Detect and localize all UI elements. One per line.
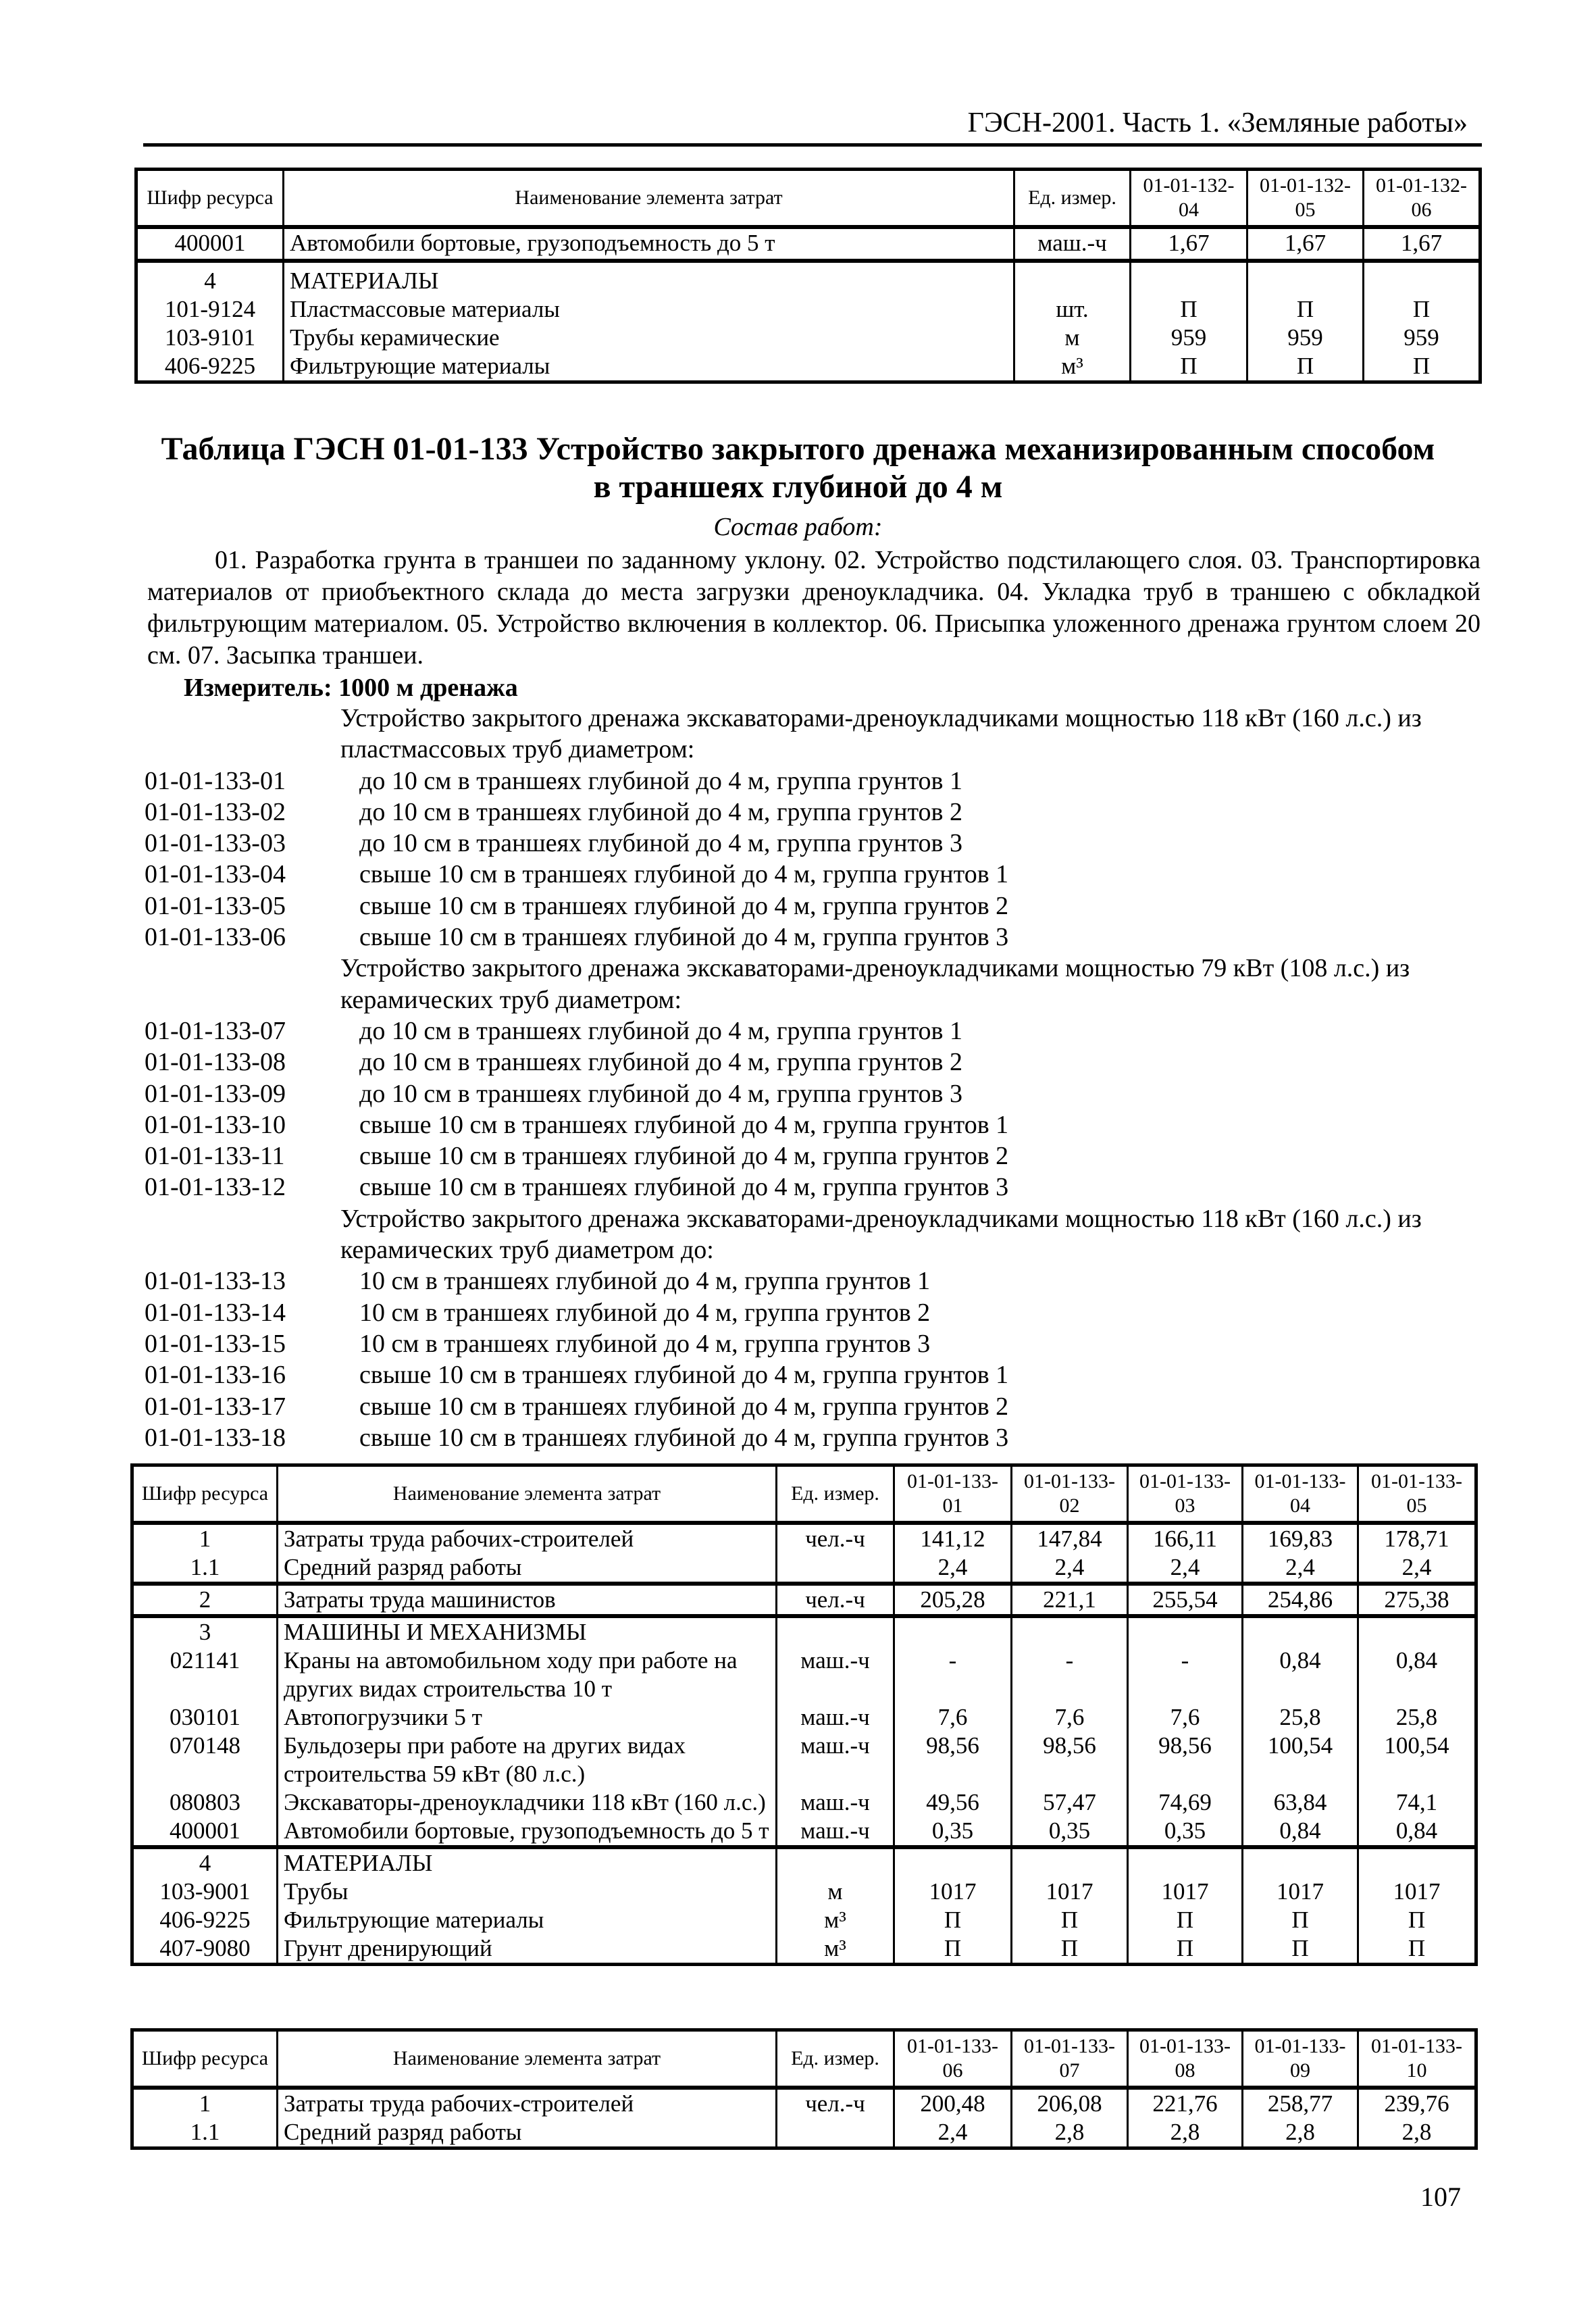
table-row (136, 352, 1481, 382)
cell-name: Автопогрузчики 5 т (278, 1703, 777, 1732)
cell-unit: м (777, 1878, 894, 1906)
header-rule (143, 143, 1482, 147)
cell-value: П (1128, 1906, 1243, 1934)
cell-unit: м³ (777, 1934, 894, 1965)
cell-name: Экскаваторы-дреноукладчики 118 кВт (160 л.с.) (278, 1788, 777, 1817)
cell-unit: маш.-ч (777, 1817, 894, 1847)
cell-unit: маш.-ч (777, 1646, 894, 1703)
cell-value: 255,54 (1128, 1584, 1243, 1616)
header-code: Шифр ресурса (132, 2030, 278, 2088)
cell-value: П (1012, 1934, 1128, 1965)
cell-name: Автомобили бортовые, грузоподъемность до 5 т (278, 1817, 777, 1847)
cell-code: 070148 (132, 1732, 278, 1788)
cell-value: - (894, 1646, 1012, 1703)
table-row (132, 2118, 1476, 2148)
norm-text: свыше 10 см в траншеях глубиной до 4 м, группа грунтов 1 (359, 1110, 1009, 1139)
cell-value: 1,67 (1247, 227, 1364, 261)
norm-code: 01-01-133-13 (145, 1267, 286, 1296)
header-col: 01-01-133-07 (1012, 2030, 1128, 2088)
cell-value: 25,8 (1243, 1703, 1358, 1732)
cell-value: 100,54 (1243, 1732, 1358, 1788)
cell-value: 258,77 (1243, 2088, 1358, 2118)
cell-value: 2,8 (1128, 2118, 1243, 2148)
header-col: 01-01-133-04 (1243, 1465, 1358, 1524)
resource-table-133-01-05 (130, 1463, 1478, 1966)
cell-value: 1017 (894, 1878, 1012, 1906)
table-row (132, 1817, 1476, 1847)
header-unit: Ед. измер. (1014, 170, 1131, 228)
norm-code: 01-01-133-01 (145, 766, 286, 795)
cell-value: П (1128, 1934, 1243, 1965)
cell-value: 147,84 (1012, 1523, 1128, 1553)
norm-text: до 10 см в траншеях глубиной до 4 м, группа грунтов 3 (359, 829, 962, 858)
cell-value: 0,84 (1358, 1817, 1476, 1847)
cell-value: 221,76 (1128, 2088, 1243, 2118)
cell-code: 080803 (132, 1788, 278, 1817)
cell-name: Трубы керамические (284, 324, 1014, 352)
list-item (145, 1297, 1482, 1328)
cell-unit: маш.-ч (777, 1732, 894, 1788)
header-col: 01-01-133-05 (1358, 1465, 1476, 1524)
cell-value: 7,6 (894, 1703, 1012, 1732)
measurer: Измеритель: 1000 м дренажа (184, 674, 518, 702)
table-header-row (136, 170, 1481, 228)
cell-value: 0,35 (1128, 1817, 1243, 1847)
cell-code: 021141 (132, 1646, 278, 1703)
cell-value: 0,84 (1243, 1646, 1358, 1703)
cell-value: 100,54 (1358, 1732, 1476, 1788)
cell-value: П (1012, 1906, 1128, 1934)
norm-text: свыше 10 см в траншеях глубиной до 4 м, группа грунтов 2 (359, 891, 1009, 920)
composition-label: Состав работ: (713, 513, 883, 541)
norm-code: 01-01-133-12 (145, 1173, 286, 1202)
cell-value: 1017 (1012, 1878, 1128, 1906)
cell-value: 1017 (1243, 1878, 1358, 1906)
list-item (145, 1140, 1482, 1172)
cell-value: П (894, 1934, 1012, 1965)
cell-unit (777, 2118, 894, 2148)
norm-text: свыше 10 см в траншеях глубиной до 4 м, группа грунтов 2 (359, 1392, 1009, 1421)
cell-value: 2,4 (1012, 1553, 1128, 1584)
cell-value: 2,8 (1243, 2118, 1358, 2148)
norm-code: 01-01-133-15 (145, 1329, 286, 1358)
cell-value: 0,35 (1012, 1817, 1128, 1847)
list-item (145, 1265, 1482, 1297)
list-item (145, 859, 1482, 890)
norm-code: 01-01-133-14 (145, 1298, 286, 1327)
cell-name: Бульдозеры при работе на других видах строительства 59 кВт (80 л.с.) (278, 1732, 777, 1788)
cell-name: Средний разряд работы (278, 2118, 777, 2148)
norm-text: свыше 10 см в траншеях глубиной до 4 м, группа грунтов 1 (359, 860, 1009, 889)
norm-code: 01-01-133-09 (145, 1079, 286, 1108)
norm-text: 10 см в траншеях глубиной до 4 м, группа грунтов 3 (359, 1329, 931, 1358)
norm-group (145, 703, 1482, 953)
section-title: МАТЕРИАЛЫ (284, 261, 1014, 295)
top-resource-table (134, 168, 1482, 384)
cell-name: Фильтрующие материалы (284, 352, 1014, 382)
list-item (145, 922, 1482, 953)
cell-value: 2,4 (894, 1553, 1012, 1584)
cell-code: 4 (132, 1847, 278, 1878)
norm-text: до 10 см в траншеях глубиной до 4 м, группа грунтов 3 (359, 1079, 962, 1108)
header-unit: Ед. измер. (777, 2030, 894, 2088)
header-col: 01-01-133-03 (1128, 1465, 1243, 1524)
norm-text: до 10 см в траншеях глубиной до 4 м, группа грунтов 2 (359, 797, 962, 826)
list-item (145, 1328, 1482, 1359)
running-head: ГЭСН-2001. Часть 1. «Земляные работы» (967, 107, 1468, 139)
cell-unit: чел.-ч (777, 2088, 894, 2118)
norm-code: 01-01-133-06 (145, 923, 286, 952)
cell-value: 1,67 (1131, 227, 1247, 261)
cell-value: 74,1 (1358, 1788, 1476, 1817)
cell-code: 103-9101 (136, 324, 284, 352)
header-col: 01-01-132-06 (1364, 170, 1481, 228)
cell-code: 103-9001 (132, 1878, 278, 1906)
norm-code: 01-01-133-17 (145, 1392, 286, 1421)
table-row (132, 2088, 1476, 2118)
header-col: 01-01-132-04 (1131, 170, 1247, 228)
table-row (132, 1584, 1476, 1616)
norm-list (145, 703, 1482, 1453)
cell-unit: маш.-ч (777, 1703, 894, 1732)
resource-table-133-06-10 (130, 2028, 1478, 2150)
cell-value: - (1128, 1646, 1243, 1703)
norm-code: 01-01-133-10 (145, 1110, 286, 1139)
norm-group (145, 953, 1482, 1203)
table-row (132, 1523, 1476, 1553)
cell-code: 400001 (136, 227, 284, 261)
norm-group-intro: Устройство закрытого дренажа экскаваторами-дреноукладчиками мощностью 118 кВт (160 л.с.) из пластмассовых труб диаметром: (340, 704, 1422, 764)
cell-value: П (1247, 295, 1364, 324)
norm-code: 01-01-133-08 (145, 1048, 286, 1077)
cell-name: Средний разряд работы (278, 1553, 777, 1584)
cell-name: Трубы (278, 1878, 777, 1906)
table-row (132, 1646, 1476, 1703)
table-row (136, 295, 1481, 324)
cell-value: П (1364, 352, 1481, 382)
list-item (145, 828, 1482, 859)
cell-name: Затраты труда рабочих-строителей (278, 2088, 777, 2118)
norm-text: до 10 см в траншеях глубиной до 4 м, группа грунтов 1 (359, 766, 962, 795)
table-row-section (132, 1616, 1476, 1646)
norm-code: 01-01-133-07 (145, 1016, 286, 1045)
table-row (132, 1934, 1476, 1965)
cell-code: 3 (132, 1616, 278, 1646)
norm-code: 01-01-133-03 (145, 829, 286, 858)
list-item (145, 1422, 1482, 1453)
cell-code: 1.1 (132, 2118, 278, 2148)
cell-code: 1 (132, 2088, 278, 2118)
header-col: 01-01-133-02 (1012, 1465, 1128, 1524)
norm-code: 01-01-133-02 (145, 797, 286, 826)
cell-value: 200,48 (894, 2088, 1012, 2118)
cell-value: 205,28 (894, 1584, 1012, 1616)
cell-value: 7,6 (1128, 1703, 1243, 1732)
cell-code: 407-9080 (132, 1934, 278, 1965)
header-code: Шифр ресурса (132, 1465, 278, 1524)
norm-group (145, 1203, 1482, 1453)
cell-value: 166,11 (1128, 1523, 1243, 1553)
section-title: МАШИНЫ И МЕХАНИЗМЫ (278, 1616, 777, 1646)
cell-value: 2,4 (894, 2118, 1012, 2148)
section-title: МАТЕРИАЛЫ (278, 1847, 777, 1878)
cell-code: 400001 (132, 1817, 278, 1847)
cell-value: 2,8 (1012, 2118, 1128, 2148)
cell-value: 178,71 (1358, 1523, 1476, 1553)
cell-value: 221,1 (1012, 1584, 1128, 1616)
cell-value: 25,8 (1358, 1703, 1476, 1732)
cell-value: П (1358, 1934, 1476, 1965)
page-number: 107 (1420, 2182, 1461, 2212)
table-title-line2: в траншеях глубиной до 4 м (593, 469, 1003, 505)
norm-text: свыше 10 см в траншеях глубиной до 4 м, группа грунтов 3 (359, 923, 1009, 952)
header-col: 01-01-133-01 (894, 1465, 1012, 1524)
cell-value: 2,8 (1358, 2118, 1476, 2148)
cell-value: 2,4 (1128, 1553, 1243, 1584)
cell-unit: м (1014, 324, 1131, 352)
cell-value: 169,83 (1243, 1523, 1358, 1553)
table-row (136, 324, 1481, 352)
cell-code: 4 (136, 261, 284, 295)
cell-value: 1017 (1128, 1878, 1243, 1906)
header-name: Наименование элемента затрат (278, 2030, 777, 2088)
cell-value: 141,12 (894, 1523, 1012, 1553)
cell-value: 275,38 (1358, 1584, 1476, 1616)
cell-value: 0,84 (1358, 1646, 1476, 1703)
list-item (145, 890, 1482, 922)
table-row (132, 1553, 1476, 1584)
list-item (145, 1359, 1482, 1390)
cell-value: П (1131, 295, 1247, 324)
cell-value: 206,08 (1012, 2088, 1128, 2118)
cell-unit: м³ (777, 1906, 894, 1934)
header-col: 01-01-133-08 (1128, 2030, 1243, 2088)
norm-text: свыше 10 см в траншеях глубиной до 4 м, группа грунтов 3 (359, 1173, 1009, 1202)
cell-value: 7,6 (1012, 1703, 1128, 1732)
cell-value: 63,84 (1243, 1788, 1358, 1817)
cell-value: 74,69 (1128, 1788, 1243, 1817)
table-row-section (132, 1847, 1476, 1878)
cell-value: - (1012, 1646, 1128, 1703)
list-item (145, 1172, 1482, 1203)
cell-name: Пластмассовые материалы (284, 295, 1014, 324)
cell-value: 98,56 (1128, 1732, 1243, 1788)
table-row (132, 1703, 1476, 1732)
table-row (132, 1906, 1476, 1934)
table-title-line1: Таблица ГЭСН 01-01-133 Устройство закрытого дренажа механизированным способом (161, 431, 1435, 467)
table-row (132, 1732, 1476, 1788)
norm-group-intro: Устройство закрытого дренажа экскаваторами-дреноукладчиками мощностью 79 кВт (108 л.с.) из керамических труб диаметром: (340, 954, 1410, 1014)
cell-value: 98,56 (894, 1732, 1012, 1788)
cell-value: П (1243, 1906, 1358, 1934)
norm-text: до 10 см в траншеях глубиной до 4 м, группа грунтов 2 (359, 1048, 962, 1077)
cell-unit: шт. (1014, 295, 1131, 324)
cell-value: 0,35 (894, 1817, 1012, 1847)
header-name: Наименование элемента затрат (284, 170, 1014, 228)
cell-value: П (1364, 295, 1481, 324)
norm-text: 10 см в траншеях глубиной до 4 м, группа грунтов 1 (359, 1267, 931, 1296)
cell-value: П (1243, 1934, 1358, 1965)
cell-name: Краны на автомобильном ходу при работе на других видах строительства 10 т (278, 1646, 777, 1703)
cell-name: Автомобили бортовые, грузоподъемность до 5 т (284, 227, 1014, 261)
cell-unit: маш.-ч (1014, 227, 1131, 261)
cell-code: 1 (132, 1523, 278, 1553)
norm-group-intro: Устройство закрытого дренажа экскаваторами-дреноукладчиками мощностью 118 кВт (160 л.с.) из керамических труб диаметром до: (340, 1204, 1422, 1265)
cell-name: Фильтрующие материалы (278, 1906, 777, 1934)
header-col: 01-01-133-09 (1243, 2030, 1358, 2088)
table-header-row (132, 1465, 1476, 1524)
cell-code: 101-9124 (136, 295, 284, 324)
list-item (145, 1391, 1482, 1422)
header-name: Наименование элемента затрат (278, 1465, 777, 1524)
cell-value: 1017 (1358, 1878, 1476, 1906)
cell-value: 2,4 (1358, 1553, 1476, 1584)
list-item (145, 1015, 1482, 1047)
cell-value: П (1247, 352, 1364, 382)
header-col: 01-01-133-10 (1358, 2030, 1476, 2088)
norm-code: 01-01-133-11 (145, 1142, 285, 1171)
table-header-row (132, 2030, 1476, 2088)
cell-name: Затраты труда машинистов (278, 1584, 777, 1616)
cell-value: 239,76 (1358, 2088, 1476, 2118)
cell-value: 1,67 (1364, 227, 1481, 261)
cell-code: 1.1 (132, 1553, 278, 1584)
cell-code: 406-9225 (132, 1906, 278, 1934)
header-unit: Ед. измер. (777, 1465, 894, 1524)
cell-value: П (1358, 1906, 1476, 1934)
cell-unit (777, 1553, 894, 1584)
cell-value: 254,86 (1243, 1584, 1358, 1616)
cell-value: 57,47 (1012, 1788, 1128, 1817)
cell-unit: чел.-ч (777, 1584, 894, 1616)
list-item (145, 1047, 1482, 1078)
cell-unit: м³ (1014, 352, 1131, 382)
cell-value: 959 (1131, 324, 1247, 352)
cell-value: 49,56 (894, 1788, 1012, 1817)
table-row-section (136, 261, 1481, 295)
cell-code: 406-9225 (136, 352, 284, 382)
composition-text: 01. Разработка грунта в траншеи по заданному уклону. 02. Устройство подстилающего слоя. 03. Транспортировка материалов от приобъектного склада до места загрузки дреноукладчика. 04. Укладка труб в траншею с обкладкой фильтрующим материалом. 05. Устройство включения в коллектор. 06. Присыпка уложенного дренажа грунтом слоем 20 см. 07. Засыпка траншеи. (147, 546, 1481, 670)
cell-code: 2 (132, 1584, 278, 1616)
cell-value: 2,4 (1243, 1553, 1358, 1584)
norm-text: свыше 10 см в траншеях глубиной до 4 м, группа грунтов 3 (359, 1423, 1009, 1452)
cell-value: П (1131, 352, 1247, 382)
norm-code: 01-01-133-18 (145, 1423, 286, 1452)
norm-text: до 10 см в траншеях глубиной до 4 м, группа грунтов 1 (359, 1016, 962, 1045)
cell-name: Затраты труда рабочих-строителей (278, 1523, 777, 1553)
table-row (136, 227, 1481, 261)
cell-value: 98,56 (1012, 1732, 1128, 1788)
cell-value: 959 (1364, 324, 1481, 352)
list-item (145, 797, 1482, 828)
norm-code: 01-01-133-04 (145, 860, 286, 889)
norm-text: свыше 10 см в траншеях глубиной до 4 м, группа грунтов 1 (359, 1361, 1009, 1390)
norm-code: 01-01-133-16 (145, 1361, 286, 1390)
cell-value: 0,84 (1243, 1817, 1358, 1847)
list-item (145, 765, 1482, 797)
norm-text: 10 см в траншеях глубиной до 4 м, группа грунтов 2 (359, 1298, 931, 1327)
header-code: Шифр ресурса (136, 170, 284, 228)
list-item (145, 1078, 1482, 1109)
cell-value: П (894, 1906, 1012, 1934)
norm-text: свыше 10 см в траншеях глубиной до 4 м, группа грунтов 2 (359, 1142, 1009, 1171)
list-item (145, 1109, 1482, 1140)
table-row (132, 1878, 1476, 1906)
norm-code: 01-01-133-05 (145, 891, 286, 920)
cell-name: Грунт дренирующий (278, 1934, 777, 1965)
header-col: 01-01-132-05 (1247, 170, 1364, 228)
cell-unit: чел.-ч (777, 1523, 894, 1553)
cell-unit: маш.-ч (777, 1788, 894, 1817)
header-col: 01-01-133-06 (894, 2030, 1012, 2088)
cell-value: 959 (1247, 324, 1364, 352)
cell-code: 030101 (132, 1703, 278, 1732)
table-row (132, 1788, 1476, 1817)
